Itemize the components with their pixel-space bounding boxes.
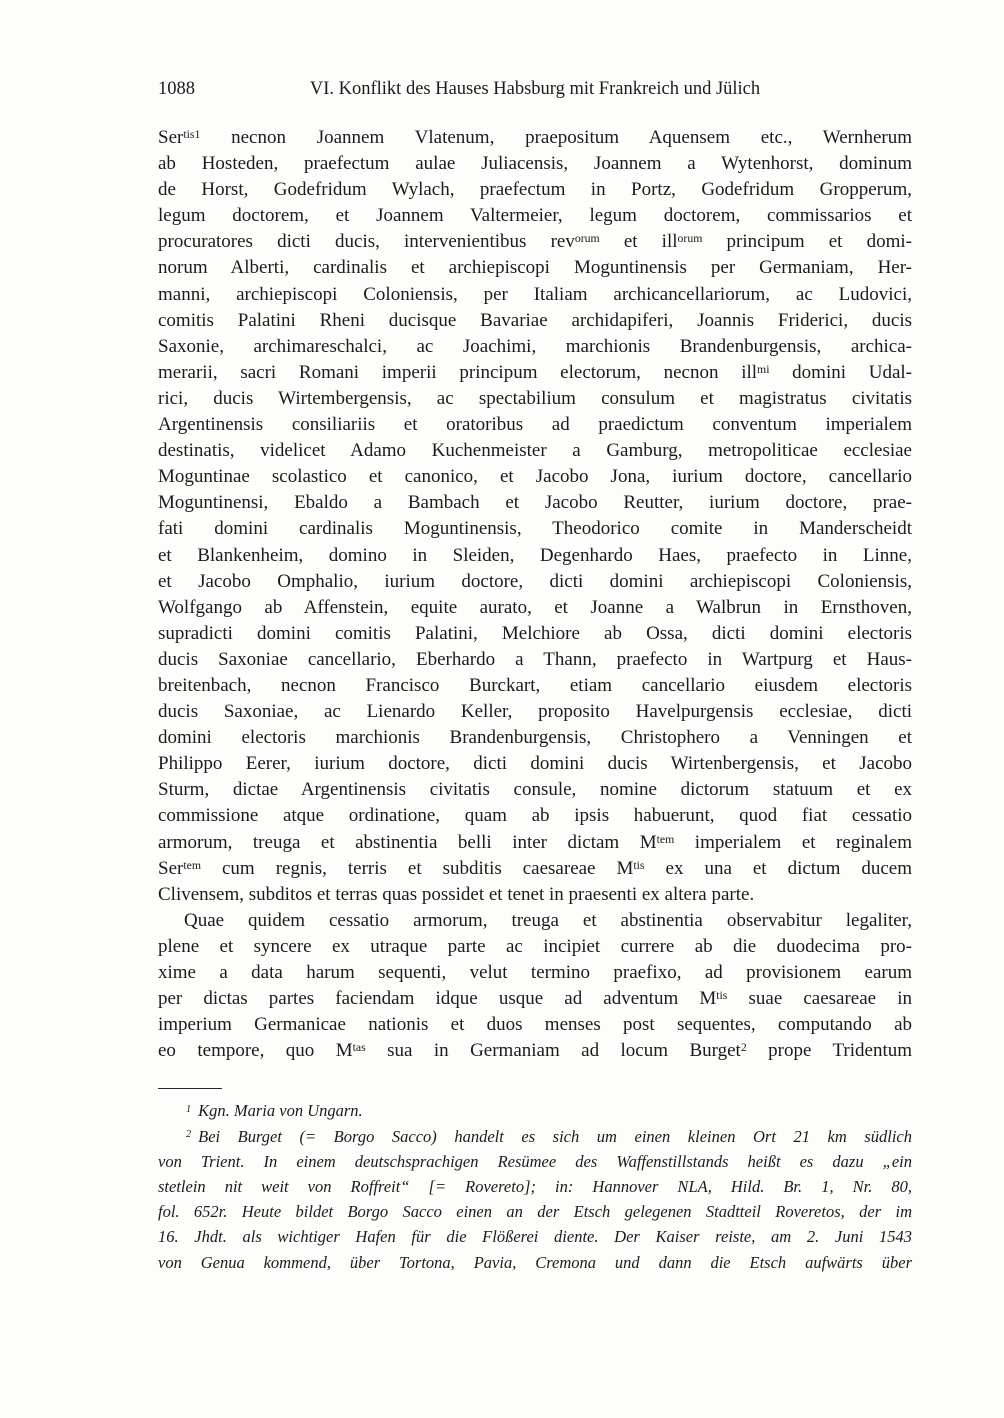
footnote	[158, 1124, 912, 1275]
body-line: eo tempore, quo $M^{tas}$ sua in Germaniam ad locum Burget$^2$ prope Tridentum	[158, 1040, 913, 1062]
footnote-marker: 1	[186, 1104, 192, 1116]
superscript: tis	[633, 858, 645, 872]
running-header	[158, 76, 912, 102]
body-line: breitenbach, necnon Francisco Burckart, etiam cancellario eiusdem electoris	[158, 674, 912, 696]
footnote-line: von Trient. In einem deutschsprachigen Resümee des Waffenstillstands heißt es dazu „ein	[158, 1151, 912, 1171]
footnote-marker: 2	[186, 1129, 192, 1141]
body-line: supradicti domini comitis Palatini, Melchiore ab Ossa, dicti domini electoris	[158, 622, 912, 644]
body-line: comitis Palatini Rheni ducisque Bavariae archidapiferi, Joannis Friderici, ducis	[158, 309, 912, 331]
superscript: tem	[656, 832, 675, 846]
superscript: orum	[677, 232, 703, 246]
paragraph	[158, 125, 912, 908]
paragraph	[158, 908, 912, 1065]
superscript: mi	[757, 362, 770, 376]
footnote-line: stetlein nit weit von Roffreit“ [= Rovereto]; in: Hannover NLA, Hild. Br. 1, Nr. 80,	[158, 1176, 912, 1196]
body-line: ducis Saxoniae cancellario, Eberhardo a Thann, praefecto in Wartpurg et Haus-	[158, 648, 912, 670]
body-line: rici, ducis Wirtembergensis, ac spectabilium consulum et magistratus civitatis	[158, 387, 912, 409]
body-line: fati domini cardinalis Moguntinensis, Theodorico comite in Manderscheidt	[158, 518, 912, 540]
body-line: destinatis, videlicet Adamo Kuchenmeister a Gamburg, metropoliticae ecclesiae	[158, 440, 912, 462]
superscript: tis1	[183, 128, 201, 142]
body-line: norum Alberti, cardinalis et archiepiscopi Moguntinensis per Germaniam, Her-	[158, 257, 912, 279]
body-line: manni, archiepiscopi Coloniensis, per Italiam archicancellariorum, ac Ludovici,	[158, 283, 912, 305]
superscript: tas	[352, 1041, 366, 1055]
body-line: procuratores dicti ducis, intervenientibus rev$^{orum}$ et ill$^{orum}$ principum et domi-	[158, 231, 912, 253]
superscript: orum	[574, 232, 600, 246]
body-line: per dictas partes faciendam idque usque ad adventum $M^{tis}$ suae caesareae in	[158, 988, 912, 1010]
body-line: domini electoris marchionis Brandenburgensis, Christophero a Venningen et	[158, 727, 912, 749]
body-line: Saxonie, archimareschalci, ac Joachimi, marchionis Brandenburgensis, archica-	[158, 335, 912, 357]
body-line: commissione atque ordinatione, quam ab ipsis habuerunt, quod fiat cessatio	[158, 805, 912, 827]
body-line: et Jacobo Omphalio, iurium doctore, dicti domini archiepiscopi Coloniensis,	[158, 570, 912, 592]
body-line: Wolfgango ab Affenstein, equite aurato, et Joanne a Walbrun in Ernsthoven,	[158, 596, 912, 618]
footnotes-block	[158, 1098, 912, 1274]
body-line: Sturm, dictae Argentinensis civitatis consule, nomine dictorum statuum et ex	[158, 779, 912, 801]
footnote-separator	[158, 1088, 222, 1089]
footnote-line: 16. Jhdt. als wichtiger Hafen für die Flößerei diente. Der Kaiser reiste, am 2. Juni 1543	[158, 1227, 912, 1247]
main-text-block	[158, 125, 912, 1064]
footnote-line: fol. 652r. Heute bildet Borgo Sacco einen an der Etsch gelegenen Stadtteil Roveretos, der im	[158, 1202, 912, 1222]
body-line: Quae quidem cessatio armorum, treuga et abstinentia observabitur legaliter,	[184, 909, 912, 931]
body-line: legum doctorem, et Joannem Valtermeier, legum doctorem, commissarios et	[158, 205, 912, 227]
body-line: Argentinensis consiliariis et oratoribus ad praedictum conventum imperialem	[158, 414, 912, 436]
body-line: ab Hosteden, praefectum aulae Juliacensis, Joannem a Wytenhorst, dominum	[158, 153, 912, 175]
body-line: plene et syncere ex utraque parte ac incipiet currere ab die duodecima pro-	[158, 935, 912, 957]
body-line: Philippo Eerer, iurium doctore, dicti domini ducis Wirtenbergensis, et Jacobo	[158, 753, 912, 775]
body-line: de Horst, Godefridum Wylach, praefectum in Portz, Godefridum Gropperum,	[158, 179, 912, 201]
running-header-title: VI. Konflikt des Hauses Habsburg mit Frankreich und Jülich	[309, 79, 761, 99]
superscript: tis	[716, 989, 728, 1003]
footnote-line: $^2$ Bei Burget (= Borgo Sacco) handelt es sich um einen kleinen Ort 21 km südlich	[186, 1126, 912, 1146]
body-line: imperium Germanicae nationis et duos menses post sequentes, computando ab	[158, 1014, 912, 1036]
body-line: Moguntinensi, Ebaldo a Bambach et Jacobo Reutter, iurium doctore, prae-	[158, 492, 912, 514]
footnote-line: von Genua kommend, über Tortona, Pavia, Cremona und dann die Etsch aufwärts über	[158, 1252, 912, 1272]
body-line: Moguntinae scolastico et canonico, et Jacobo Jona, iurium doctore, cancellario	[158, 466, 912, 488]
body-line: et Blankenheim, domino in Sleiden, Degenhardo Haes, praefecto in Linne,	[158, 544, 912, 566]
body-line: merarii, sacri Romani imperii principum electorum, necnon ill$^{mi}$ domini Udal-	[158, 361, 912, 383]
superscript: tem	[183, 858, 201, 872]
body-line: xime a data harum sequenti, velut termino praefixo, ad provisionem earum	[158, 962, 912, 983]
body-line: ducis Saxoniae, ac Lienardo Keller, proposito Havelpurgensis ecclesiae, dicti	[158, 701, 912, 723]
body-line: Clivensem, subditos et terras quas possidet et tenet in praesenti ex altera parte.	[158, 883, 755, 905]
page-number: 1088	[158, 79, 195, 99]
superscript: 2	[740, 1041, 747, 1055]
body-line: armorum, treuga et abstinentia belli inter dictam $M^{tem}$ imperialem et reginalem	[158, 831, 912, 853]
footnote	[158, 1098, 912, 1123]
footnote-line: $^1$ Kgn. Maria von Ungarn.	[186, 1101, 363, 1121]
page-content	[158, 76, 912, 1275]
body-line: Ser$^{tem}$ cum regnis, terris et subditis caesareae $M^{tis}$ ex una et dictum ducem	[158, 857, 912, 879]
body-line: Ser$^{tis1}$ necnon Joannem Vlatenum, praepositum Aquensem etc., Wernherum	[158, 127, 912, 148]
